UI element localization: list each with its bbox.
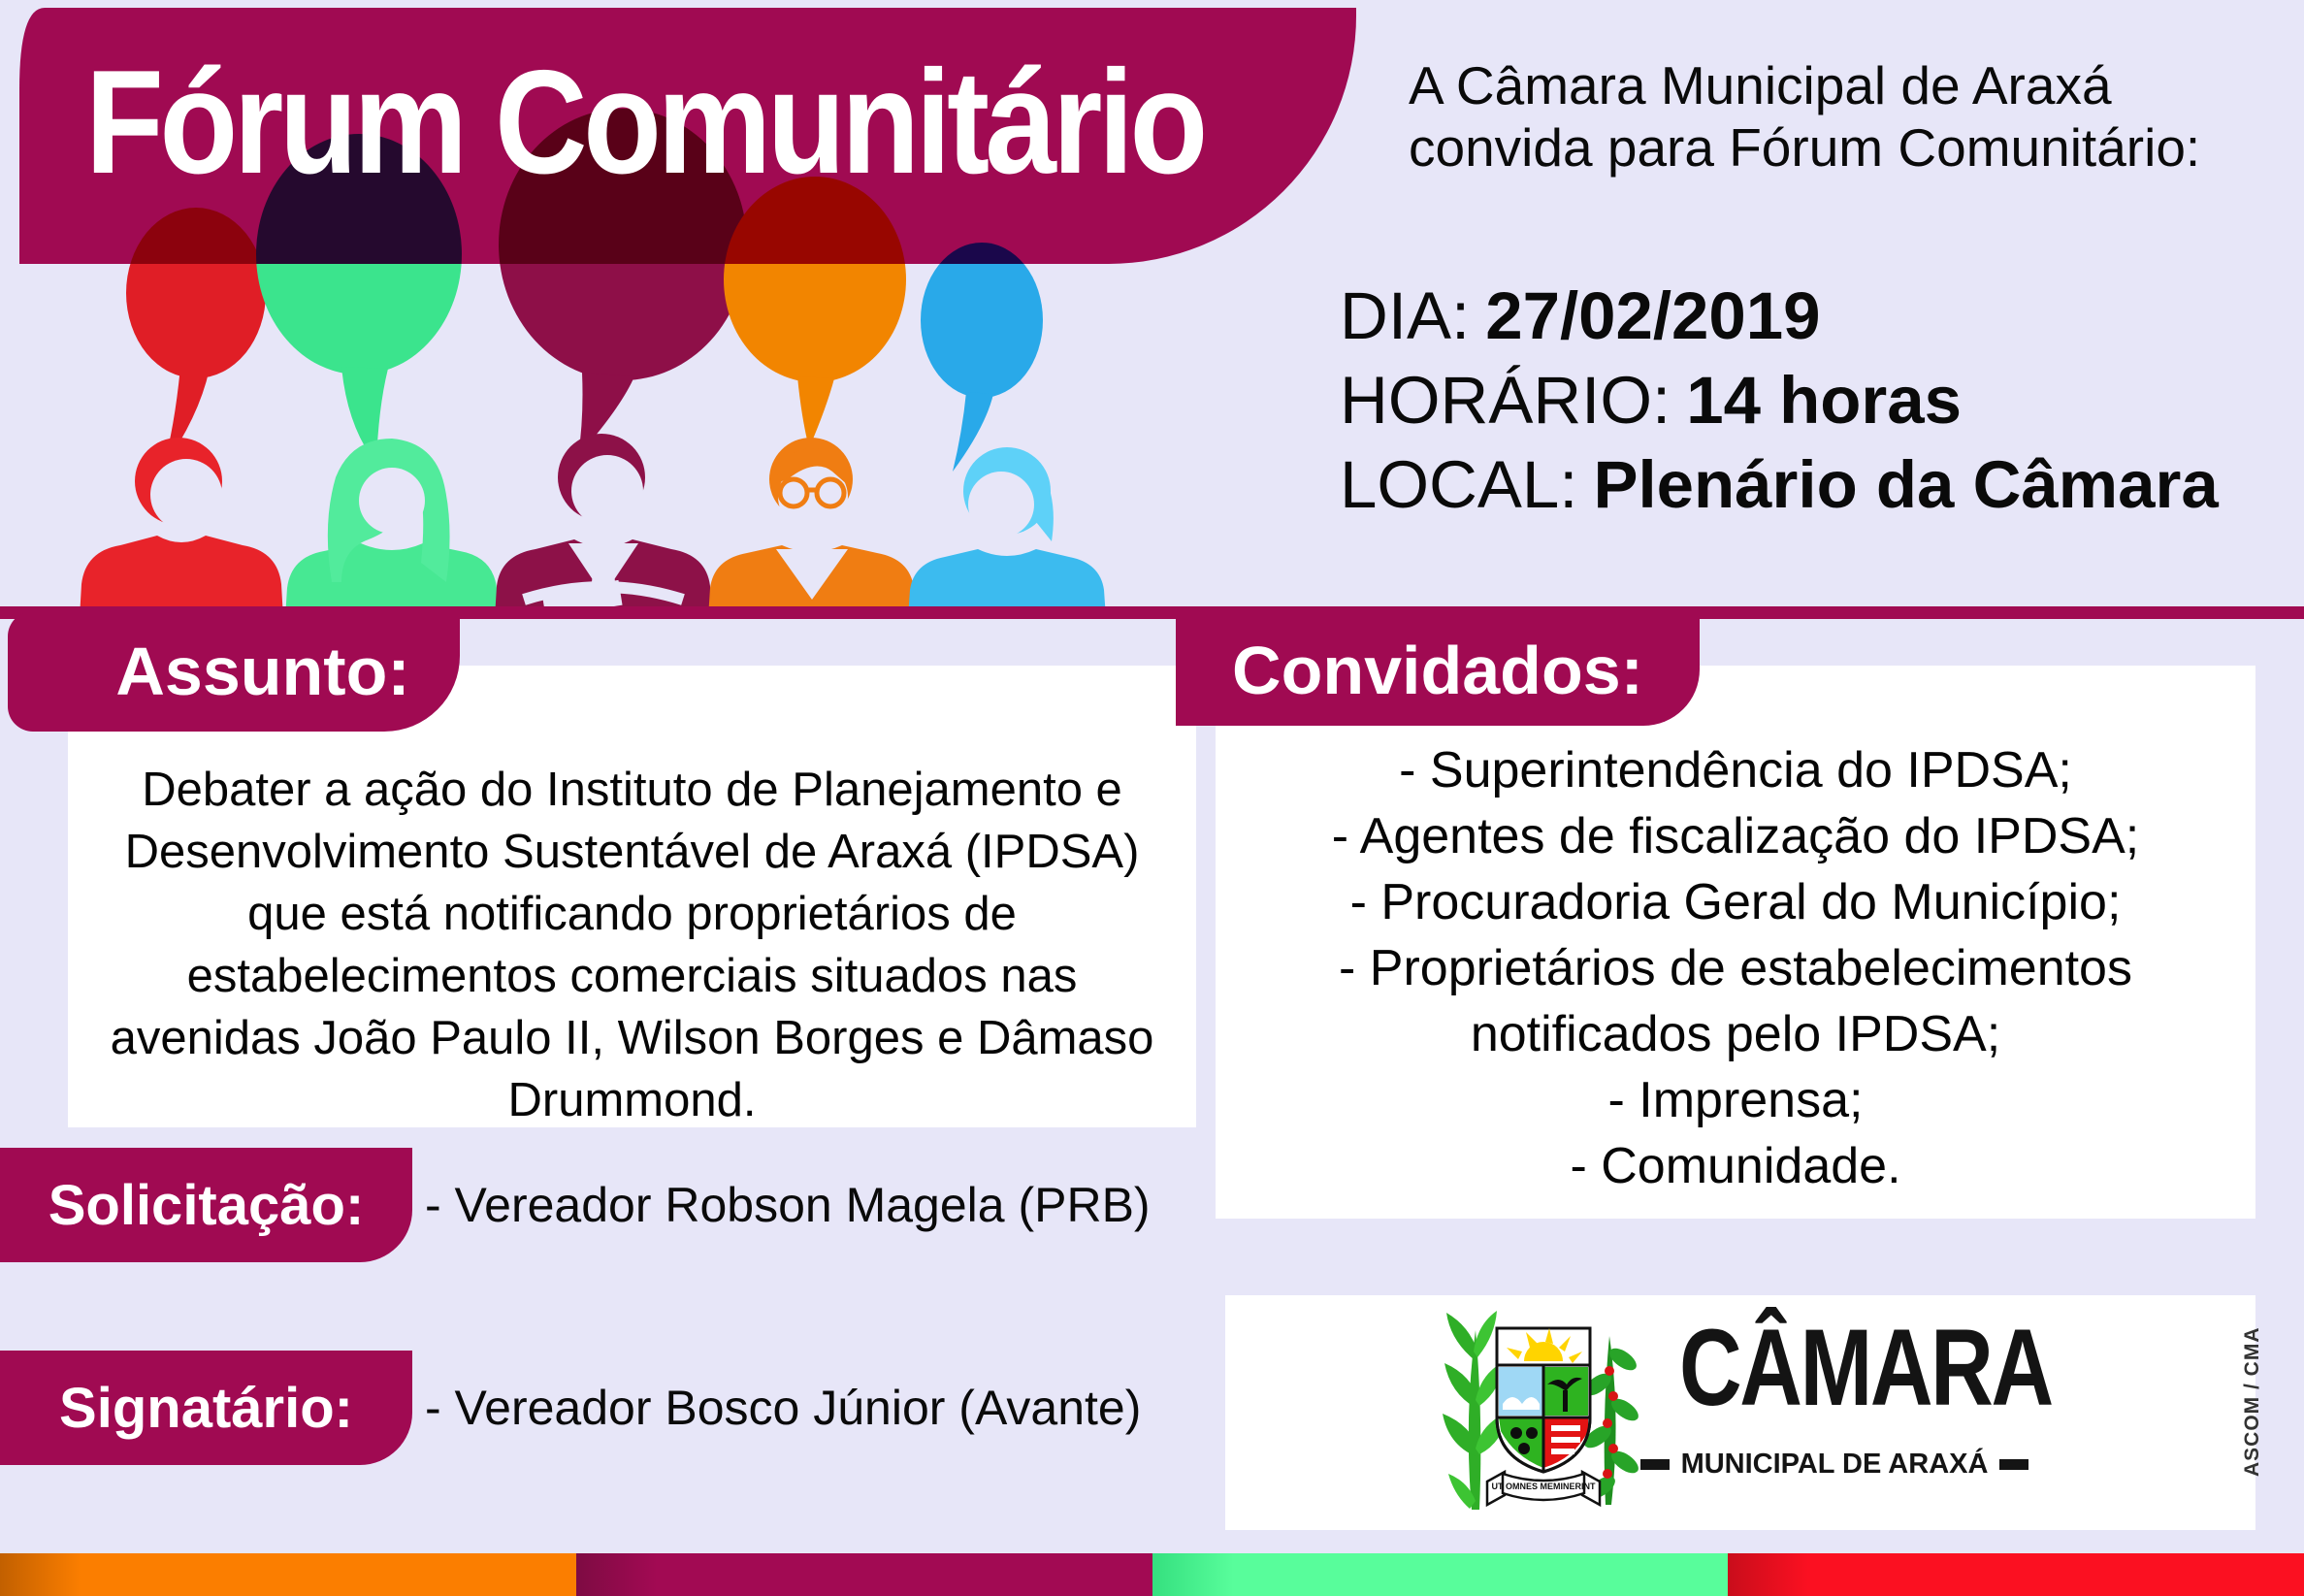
convidados-item: - Comunidade. xyxy=(1570,1138,1901,1194)
convidados-item: - Agentes de fiscalização do IPDSA; xyxy=(1331,808,2140,864)
assunto-card xyxy=(68,666,1196,1127)
person-green xyxy=(285,439,499,618)
coat-of-arms-icon xyxy=(1437,1301,1646,1524)
person-blue xyxy=(908,447,1106,618)
camara-logo-subtitle-row xyxy=(1640,1449,2028,1481)
event-time-row xyxy=(1340,358,2219,442)
invitation-line-1: A Câmara Municipal de Araxá xyxy=(1409,55,2112,115)
camara-logo-card xyxy=(1225,1295,2255,1530)
time-label: HORÁRIO: xyxy=(1340,363,1671,438)
invitation-text xyxy=(1409,54,2200,179)
page-title: Fórum Comunitário xyxy=(85,40,1204,205)
person-red xyxy=(80,438,283,618)
person-maroon xyxy=(495,434,712,618)
convidados-item: - Imprensa; xyxy=(1607,1072,1864,1128)
convidados-heading: Convidados: xyxy=(1232,633,1643,708)
stripe-orange xyxy=(0,1553,576,1596)
bottom-color-stripes xyxy=(0,1553,2304,1596)
assunto-body: Debater a ação do Instituto de Planejamento e Desenvolvimento Sustentável de Araxá (IPDSA) que está notificando proprietários de estabelecimentos comerciais situados nas avenidas João Paulo II, Wilson Borges e Dâmaso Drummond. xyxy=(110,764,1154,1126)
coat-of-arms-motto: UT OMNES MEMINERINT xyxy=(1491,1482,1596,1491)
stripe-green xyxy=(1152,1553,1729,1596)
invitation-line-2: convida para Fórum Comunitário: xyxy=(1409,117,2201,178)
speech-bubble-blue-icon xyxy=(921,243,1043,472)
signatario-heading: Signatário: xyxy=(59,1376,353,1440)
camara-logo-subtitle: MUNICIPAL DE ARAXÁ xyxy=(1680,1448,1989,1480)
solicitacao-heading: Solicitação: xyxy=(48,1173,365,1237)
convidados-item: - Procuradoria Geral do Município; xyxy=(1349,874,2122,930)
signatario-heading-box xyxy=(0,1351,412,1465)
date-label: DIA: xyxy=(1340,278,1471,353)
convidados-item: - Superintendência do IPDSA; xyxy=(1399,742,2072,798)
place-value: Plenário da Câmara xyxy=(1593,447,2219,522)
date-value: 27/02/2019 xyxy=(1485,278,1821,353)
subtitle-right-bar xyxy=(1999,1459,2028,1470)
person-orange xyxy=(708,438,916,618)
signatario-value: - Vereador Bosco Júnior (Avante) xyxy=(425,1381,1142,1435)
camara-logo-text xyxy=(1640,1307,2052,1481)
speech-bubble-orange-icon xyxy=(724,177,906,448)
solicitacao-heading-box xyxy=(0,1148,412,1262)
solicitacao-value: - Vereador Robson Magela (PRB) xyxy=(425,1178,1151,1232)
people-silhouettes xyxy=(80,434,1106,618)
assunto-heading-box xyxy=(8,611,460,732)
stripe-maroon xyxy=(576,1553,1152,1596)
event-date-row xyxy=(1340,274,2219,358)
subtitle-left-bar xyxy=(1640,1459,1670,1470)
event-details xyxy=(1340,274,2219,527)
stripe-red xyxy=(1728,1553,2304,1596)
camara-logo-name: CÂMARA xyxy=(1679,1307,2052,1428)
convidados-heading-box xyxy=(1176,615,1700,726)
convidados-card xyxy=(1216,666,2255,1219)
time-value: 14 horas xyxy=(1686,363,1963,438)
ascom-credit: ASCOM / CMA xyxy=(2241,1326,2263,1477)
event-place-row xyxy=(1340,442,2219,527)
speech-bubble-red-icon xyxy=(126,208,266,468)
convidados-list xyxy=(1216,666,2255,1199)
place-label: LOCAL: xyxy=(1340,447,1578,522)
assunto-heading: Assunto: xyxy=(115,634,410,709)
convidados-item: - Proprietários de estabelecimentos notificados pelo IPDSA; xyxy=(1339,940,2132,1062)
